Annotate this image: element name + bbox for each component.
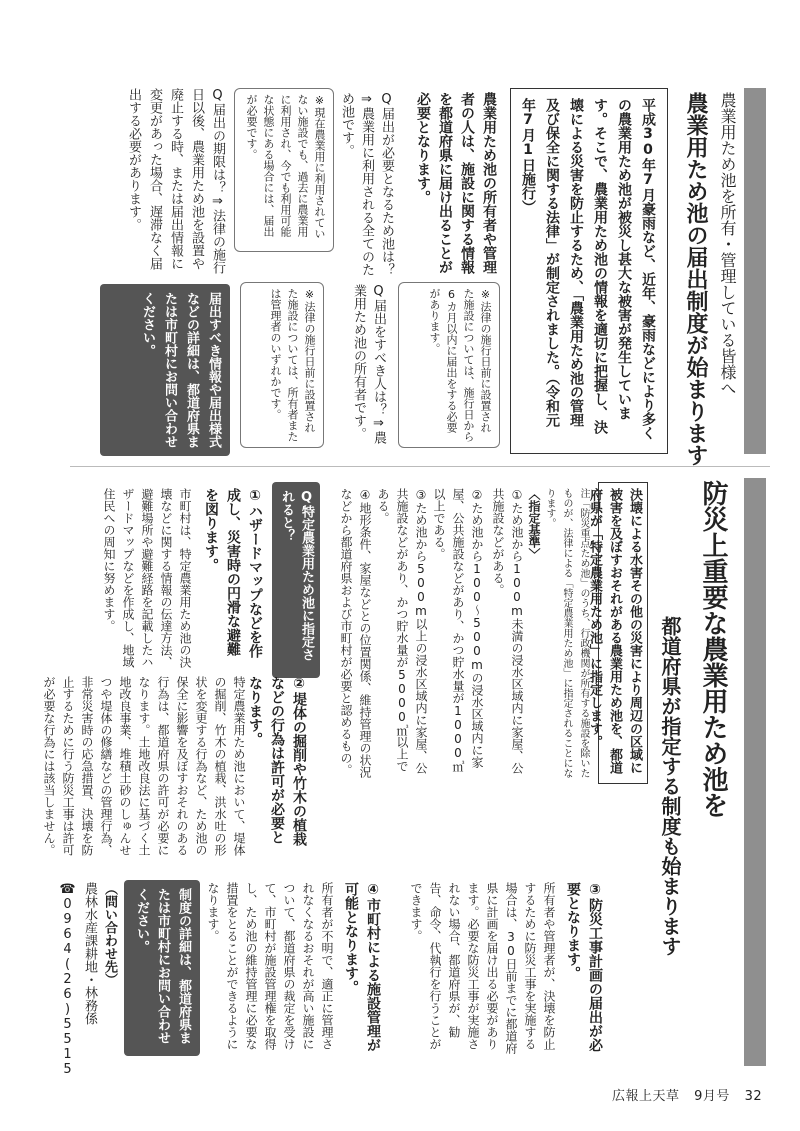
lead-line-5: 及び保全に関する法律」が制定されました。（令和元 [544, 98, 560, 427]
article2-detail-box: 制度の詳細は、都道府県または市町村にお問い合わせください。 [124, 880, 200, 1056]
article-divider [70, 466, 770, 467]
criteria-head: 〈指定基準〉 [527, 488, 541, 560]
article2-note: 注「防災重点ため池」のうち、行政機関が所有する施設を除いたものが、法律による「特定農業用ため池」に指定されることになります。 [544, 488, 589, 778]
criterion-4: ④地形条件、家屋などとの位置関係、維持管理の状況などから都道府県および市町村が必要と認めるもの。 [339, 488, 372, 778]
article2-subtitle: 都道府県が指定する制度も始まります [658, 616, 682, 956]
item2-head: ②堤体の掘削や竹木の植栽などの行為は許可が必要となります。 [247, 676, 307, 846]
contact-head: （問い合わせ先） [102, 882, 117, 986]
article1-q3: Q届出をすべき人は？⇒農業用ため池の所有者です。 [351, 284, 386, 444]
criterion-2: ②ため池から100〜500mの浸水区域内に家屋、公共施設などがあり、かつ貯水量が1000㎥以上である。 [432, 488, 484, 772]
article2-title: 防災上重要な農業用ため池を [698, 480, 728, 818]
item4-head: ④市町村による施設管理が可能となります。 [343, 882, 381, 1052]
lead-line-4: 壊による災害を防止するため、「農業用ため池の管理 [568, 98, 584, 427]
footer-page-number: 32 [744, 1089, 763, 1104]
q-box: Q特定農業用ため池に指定されると？ [272, 482, 320, 678]
lead-line-3: す。そこで、農業用ため池の情報を適切に把握し、決 [592, 98, 608, 434]
page-footer [612, 1085, 762, 1104]
lead-line-1: 平成30年7月豪雨など、近年、豪雨などにより多く [640, 98, 656, 440]
item3-body: 所有者や管理者が、決壊を防止するために防災工事を実施する場合は、30日前までに都道府県に計画を届け出る必要があります。必要な防災工事が実施されない場合、都道府県が、勧告、命令、代執行を行うことができます。 [409, 882, 556, 1054]
article1-note1: ※現在農業用に利用されていない施設でも、過去に農業用に利用され、今でも利用可能な状態にある場合には、届出が必要です。 [245, 94, 326, 239]
item3-head: ③防災工事計画の届出が必要となります。 [565, 882, 603, 1052]
article2-lead: 決壊による水害その他の災害により周辺の区域に被害を及ぼすおそれがある農業用ため池を、都道府県が「特定農業用ため池」に指定します。 [587, 488, 642, 774]
item4-body: 所有者が不明で、適正に管理されなくなるおそれが高い施設について、都道府県の裁定を受けて、市町村が施設管理権を取得し、ため池の維持管理に必要な措置をとることができるようになります。 [206, 882, 334, 1050]
lead-line-6: 年7月1日施行） [520, 98, 536, 214]
article1-body-bold: 農業用ため池の所有者や管理者の人は、施設に関する情報を都道府県に届け出ることが必要となります。 [415, 92, 497, 274]
article1-title: 農業用ため池の届出制度が始まります [683, 92, 708, 466]
item1-body: 市町村は、特定農業用ため池の決壊などに関する情報の伝達方法、避難場所や避難経路を記載したハザードマップなどを作成し、地域住民への周知に努めます。 [102, 488, 192, 668]
item2-body: 特定農業用ため池において、堤体の掘削、竹木の植栽、洪水吐の形状を変更する行為など、ため池の保全に影響を及ぼすおそれのある行為は、都道府県の許可が必要になります。土地改良法に基づく土地改良事業、堆積土砂のしゅんせつや堤体の修繕などの管理行為、非常災害時の応急措置、決壊を防止するために行う防災工事は許可が必要な行為には該当しません。 [42, 676, 246, 856]
article1-kicker: 農業用ため池を所有・管理している皆様へ [718, 92, 737, 396]
article1-q2: Q届出の期限は？⇒法律の施行日以後、農業用ため池を設置や廃止する時、または届出情報に変更があった場合、遅滞なく届出する必要があります。 [126, 88, 225, 274]
footer-publication: 広報上天草 [612, 1089, 680, 1104]
article1-side-bar [744, 88, 766, 454]
criterion-3: ③ため池から500m以上の浸水区域内に家屋、公共施設などがあり、かつ貯水量が5000㎥以上である。 [376, 488, 428, 774]
article1-contact-box: 届出すべき情報や届出様式などの詳細は、都道府県または市町村にお問い合わせください。 [100, 284, 230, 456]
article1-note2: ※法律の施行日前に設置された施設については、施行日から6カ月以内に届出をする必要があります。 [428, 288, 492, 442]
article1-q1: Q届出が必要となるため池は？⇒農業用に利用される全てのため池です。 [339, 92, 394, 276]
article1-note3: ※法律の施行日前に設置された施設については、所有者または管理者のいずれかです。 [269, 288, 316, 442]
lead-line-2: の農業用ため池が被災し甚大な被害が発生していま [616, 98, 632, 420]
article1-lead [514, 98, 664, 448]
footer-issue: 9月号 [694, 1089, 730, 1104]
contact-line: 農林水産課耕地・林務係 [82, 882, 97, 1025]
item1-head: ①ハザードマップなどを作成し、災害時の円滑な避難を図ります。 [203, 488, 263, 658]
contact-tel: ☎0964(26)5515 [60, 882, 75, 1077]
article2-side-bar [744, 478, 766, 1066]
criterion-1: ①ため池から100m未満の浸水区域内に家屋、公共施設などがある。 [491, 488, 524, 774]
